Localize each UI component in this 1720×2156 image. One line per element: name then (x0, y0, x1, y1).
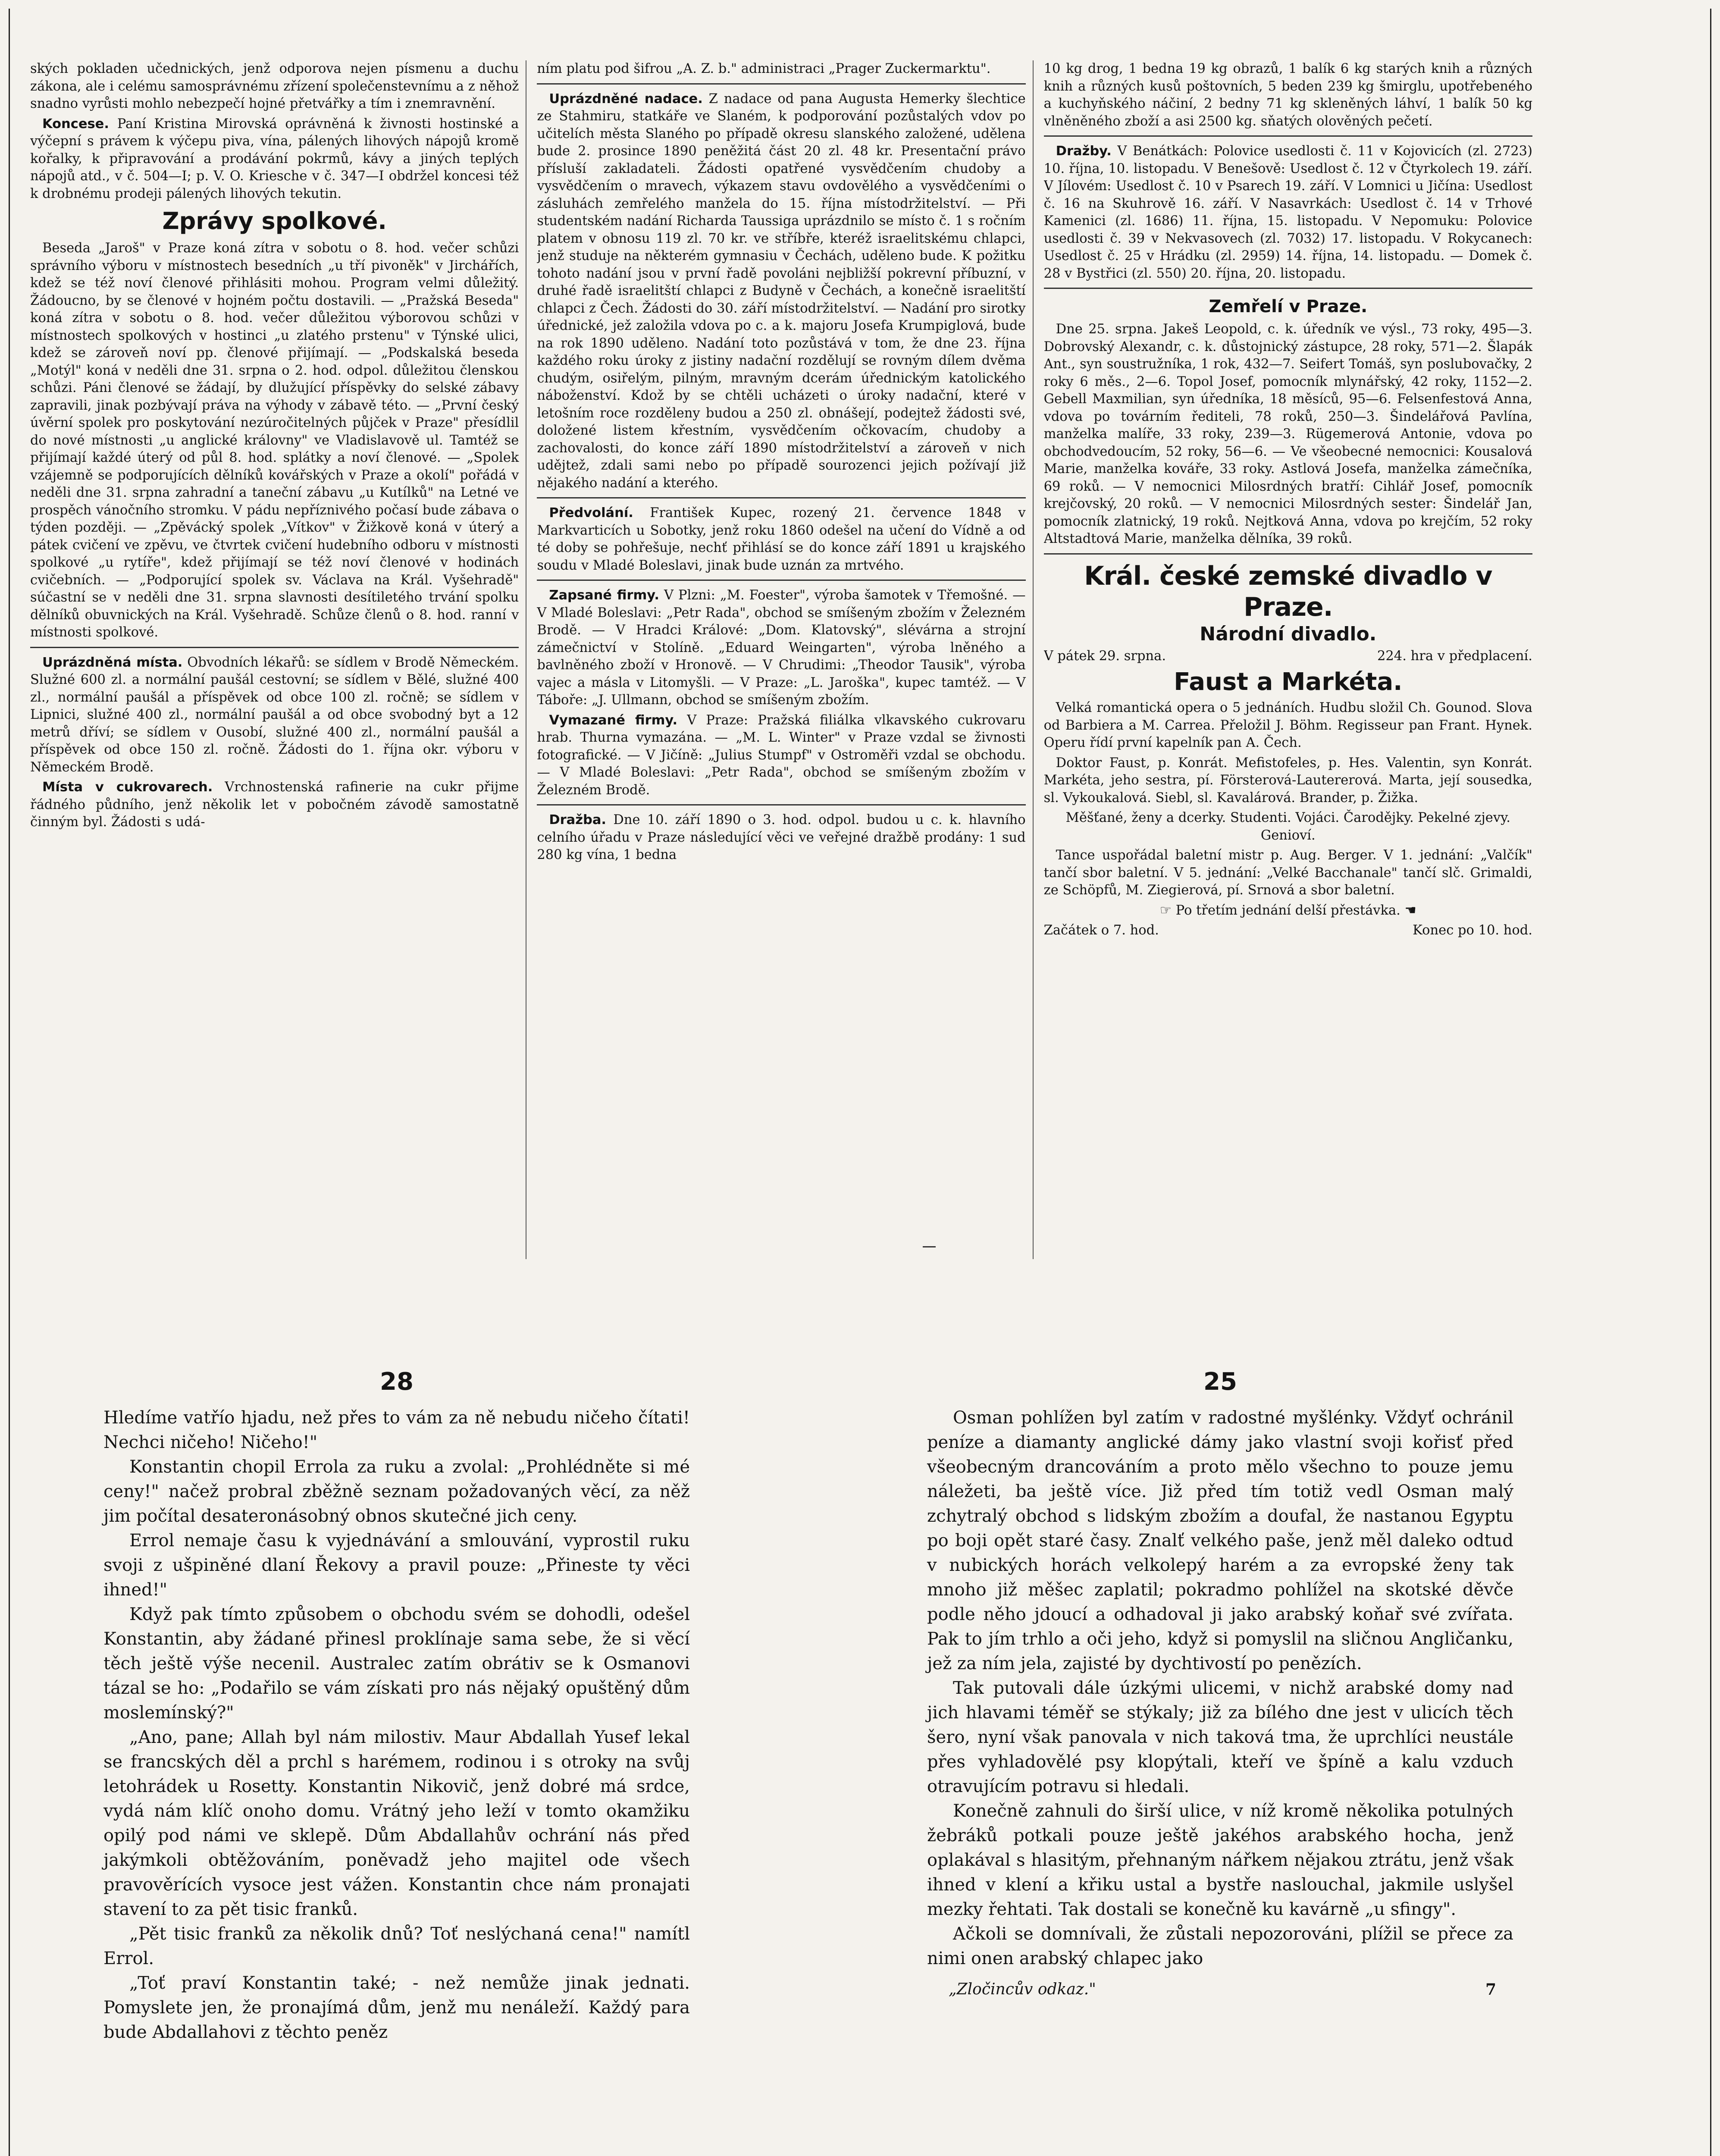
drazby-notice (1044, 143, 1532, 282)
play-times-row (1044, 922, 1532, 940)
play-description: Velká romantická opera o 5 jednáních. Hudbu složil Ch. Gounod. Slova od Barbiera a M. Carrea. Přeložil J. Böhm. Regisseur pan Frant. Hynek. Operu řídí první kapelník pan A. Čech. (1043, 700, 1532, 750)
divider (30, 647, 519, 648)
zemreli-text: Dne 25. srpna. Jakeš Leopold, c. k. úředník ve výsl., 73 roky, 495—3. Dobrovský Alexandr, c. k. důstojnický zástupce, 28 roky, 571—2. Šlapák Ant., syn soustružníka, 1 rok, 432—7. Seifert Tomáš, syn poslubovačky, 2 roky 6 měs., 2—6. Topol Josef, pomocník mlynářský, 42 roky, 1152—2. Gebell Maxmilian, syn úředníka, 18 měsíců, 95—6. Felsenfestová Anna, vdova po továrním řediteli, 78 roků, 250—3. Šindelářová Pavlína, manželka malíře, 33 roky, 239—3. Rügemerová Antonie, vdova po obchodvedoucím, 52 roky, 56—6. — Ve všeobecné nemocnici: Kousalová Marie, manželka kováře, 33 roky. Astlová Josefa, manželka zámečníka, 69 roků. — V nemocnici Milosrdných bratří: Cihlář Josef, pomocník krejčovský, 20 roků. — V nemocnici Milosrdných sester: Šindelář Jan, pomocník zlatnický, 19 roků. Nejtková Anna, vdova po krejčím, 52 roky Altstadtová Marie, manželka dělníka, 39 roků. (1043, 322, 1532, 546)
mista-lead: Uprázdněná místa. (42, 655, 183, 670)
play-cast: Doktor Faust, p. Konrát. Mefistofeles, p. Hes. Valentin, syn Konrát. Markéta, jeho sestra, pí. Försterová-Lautererová. Marta, její sousedka, sl. Vykoukalová. Siebl, sl. Kavalárová. Brander, p. Žižka. (1043, 755, 1532, 805)
koncese-lead: Koncese. (42, 116, 109, 132)
section-heading-zemreli: Zemřelí v Praze. (1209, 297, 1368, 317)
firmy-notice (537, 587, 1025, 709)
vymaz-notice (537, 712, 1025, 799)
drazba-notice (537, 812, 1025, 864)
spolkove-text: Beseda „Jaroš" v Praze koná zítra v sobotu o 8. hod. večer schůzi správního výboru v místnostech besedních „u tří pivoněk" v Jirchářích, kdež se též noví členové přihlásiti mohou. Program velmi důležitý. Žádoucno, by se členové v hojném počtu dostavili. — „Pražská Beseda" koná zítra v sobotu o 8. hod. večer důležitou výborovou schůzi v místnostech spolkových v hostinci „u zlatého prstenu" v Týnské ulici, kdež se zároveň noví pp. členové přijímají. — „Podskalská beseda „Motýl" koná v neděli dne 31. srpna o 2. hod. odpol. důležitou členskou schůzi. Páni členové se žádají, by dlužující příspěvky do selské zábavy zapravili, jinak pozbývají práva na výhody v zábavě této. — „První český úvěrní spolek pro poskytování nezúročitelných půjček v Praze" přesídlil do nové místnosti „u anglické královny" ve Vladislavově ul. Tamtéž se přijímají každé úterý od půl 8. hod. splátky a noví členové. — „Spolek vzájemně se podporujících dělníků kovářských v Praze a okolí" pořádá v neděli dne 31. srpna zahradní a taneční zábavu „u Kutílků" na Letné ve prospěch vánočního stromku. V pádu nepříznivého počasí bude zábava o týden později. — „Zpěvácký spolek „Vítkov" v Žižkově koná v úterý a pátek cvičení ve zpěvu, ve čtvrtek cvičení hudebního odboru v místnosti spolkové „u rytíře", kdež přijímají se též noví členové v hodinách cvičebních. — „Podporující spolek sv. Václava na Král. Vyšehradě" súčastní se v neděli dne 31. srpna slavnosti desítiletého trvání spolku dělníků obuvnických na Král. Vyšehradě. Schůze členů o 8. hod. ranní v místnosti spolkové. (30, 241, 519, 640)
theatre-performance-number: 224. hra v předplacení. (1377, 648, 1532, 664)
mista-notice (30, 654, 519, 777)
play-title: Faust a Markéta. (1174, 668, 1403, 696)
divider (537, 580, 1025, 581)
column-1 (30, 60, 526, 1259)
book-paragraph: Hledíme vatřío hjadu, než přes to vám za ně nebudu ničeho čítati! Nechci ničeho! Ničeho!" (103, 1408, 690, 1452)
firmy-lead: Zapsané firmy. (549, 588, 659, 603)
cukr-text: Vrchnostenská rafinerie na cukr přijme řádného půdníhо, jenž několik let v pobočném závodě samostatně činným byl. Žádosti s udá- (30, 780, 519, 830)
koncese-text: Paní Kristina Mirovská oprávněná k živnosti hostinské a výčepní s právem k výčepu piva, vína, pálených lihových nápojů kromě kořalky, k připravování a prodávání pokrmů, kávy a jiných teplých nápojů atd., v č. 504—I; p. V. O. Kriesche v č. 347—I obdržel koncesi též k drobnému prodeji pálených lihových tekutin. (30, 116, 519, 201)
play-end: Konec po 10. hod. (1413, 923, 1532, 938)
drazby-lead: Dražby. (1056, 144, 1112, 159)
play-dances: Tance uspořádal baletní mistr p. Aug. Berger. V 1. jednání: „Valčík" tančí sbor baletní. V 5. jednání: „Velké Bacchanale" tančí slč. Grimaldi, ze Schöpfů, M. Ziegierová, pí. Srnová a sbor baletní. (1043, 848, 1532, 898)
vymaz-lead: Vymazané firmy. (549, 712, 678, 728)
book-paragraph: Když pak tímto způsobem o obchodu svém se dohodli, odešel Konstantin, aby žádané přinesl proklínaje sama sebe, že si věcí těch ještě výše necenil. Australec zatím obrátiv se k Osmanovi tázal se ho: „Podařilo se vám získati pro nás nějaký opuštěný dům moslemínský?" (103, 1604, 690, 1723)
column-3 (1044, 60, 1539, 1259)
book-paragraph: Tak putovali dále úzkými ulicemi, v nichž arabské domy nad jich hlavami téměř se stýkaly; již za bílého dne jest v ulicích těch šero, nyní však panovala v nich taková tma, že uprchlíci neustále přes vyhladovělé psy klopýtali, kteří ve špíně a kalu vzduch otravujícím potravu si hledali. (927, 1678, 1513, 1796)
page-number: 28 (380, 1368, 414, 1396)
book-paragraph: „Pět tisic franků za několik dnů? Toť neslýchaná cena!" namítl Errol. (103, 1924, 690, 1968)
page-number: 25 (1203, 1368, 1237, 1396)
predvolani-notice (537, 505, 1025, 574)
book-paragraph: Konečně zahnuli do širší ulice, v níž kromě několika potulných žebráků potkali pouze ještě jakéhos arabského hocha, jenž oplakával s hlasitým, přehnaným nářkem nějakou ztrátu, jenž však ihned v klení a křiku ustal a bystře naslouchal, jakmile uslyšel mezky řehtati. Tak dostali se konečně ku kavárně „u sfingy". (927, 1801, 1513, 1919)
book-paragraph: „Ano, pane; Allah byl nám milostiv. Maur Abdallah Yusef lekal se francských děl a prchl s harémem, rodinou i s otroky na svůj letohrádek u Rosetty. Konstantin Nikovič, jenž dobré má srdce, vydá nám klíč onoho domu. Vrátný jeho leží v tomto okamžiku opilý pod námi ve sklepě. Dům Abdallahův ochrání nás před jakýmkoli obtěžováním, poněvadž jeho majitel ode všech pravověrících vysoce jest vážen. Konstantin chce nám pronajati stavení to za pět tisic franků. (103, 1727, 690, 1919)
book-page-left (103, 1367, 690, 2091)
article-continuation: ských pokladen učednických, jenž odporova nejen písmenu a duchu zákona, ale i celému samosprávnému zřízení společenstevnímu a z něhož snadno vyrůsti mohlo nebezpečí hojné přetvářky a tím i znemravnění. (30, 61, 519, 111)
theatre-date: V pátek 29. srpna. (1043, 648, 1166, 664)
article-continuation: ním platu pod šifrou „A. Z. b." administraci „Prager Zuckermarktu". (537, 61, 991, 76)
theatre-title: Král. české zemské divadlo v Praze. (1084, 561, 1492, 622)
page-footer (927, 1979, 1513, 2000)
divider (1044, 553, 1532, 555)
play-start: Začátek o 7. hod. (1043, 923, 1159, 938)
vymaz-text: V Praze: Pražská filiálka vlkavského cukrovaru hrab. Thurna vymazána. — „M. L. Winter" v Praze vzdal se živnosti fotografické. — V Jičíně: „Julius Stumpf" v Ostroměři vzdal se obchodu. — V Mladé Boleslavi: „Petr Rada", obchod se smíšeným zbožím v Železném Brodě. (537, 712, 1026, 798)
cukr-notice (30, 779, 519, 831)
divider (1044, 135, 1532, 137)
firmy-text: V Plzni: „M. Foester", výroba šamotek v Třemošné. — V Mladé Boleslavi: „Petr Rada", obchod se smíšeným zbožím v Železném Brodě. — V Hradci Králové: „Dom. Klatovský", slévárna a strojní zámečnictví v Stolíně. „Eduard Weingarten", výroba lněného a bavlněného zboží v Hronově. — V Chrudimi: „Theodor Tausik", výroba vajec a másla v Litomyšli. — V Praze: „L. Jaroška", kupec tamtéž. — V Táboře: „J. Ullmann, obchod se smíšeným zbožím. (537, 588, 1026, 708)
theatre-date-row (1044, 648, 1532, 665)
nadace-lead: Uprázdněné nadace. (549, 91, 703, 107)
pointing-hand-icon: ☚ (1400, 903, 1416, 918)
nadace-notice (537, 91, 1025, 492)
drazba-lead: Dražba. (549, 812, 607, 827)
nadace-text: Z nadace od pana Augusta Hemerky šlechtice ze Stahmiru, statkáře ve Slaném, k podporování pozůstalých vdov po učitelích města Slaného po případě okresu slanského založené, udělena bude 2. prosince 1890 peněžitá část 20 zl. 48 kr. Presentační právo přísluší zakladateli. Žádosti opatřené vysvědčením chudoby a vysvědčením o mravech, výkazem stavu ovdovělého a vysvědčeními o zásluhách zemřelého manžela do 15. října místodržitelství. — Při studentském nadání Richarda Taussiga uprázdnilo se místo č. 1 s ročním platem v obnosu 119 zl. 70 kr. ve stříbře, kteréž israelitskému chlapci, jenž studuje na některém gymnasiu v Čechách, uděleno bude. K požitku tohoto nadání jsou v první řadě povoláni nejbližší pokrevní příbuzní, v druhé řadě israelitští chlapci z Budyně v Čechách, a konečně israelitští chlapci z Čech. Žádosti do 30. září místodržitelství. — Nadání pro sirotky úřednické, jež založila vdova po c. a k. majoru Josefa Krumpiglová, bude na rok 1890 uděleno. Nadání toto pozůstává v tom, že dne 23. října každého roku úroky z jistiny nadační rozdělují se rovným dílem dvěma chudým, osiřelým, pilným, mravným dcerám úřednickým katolického náboženství. Kdož by se chtěli ucházeti o úroky nadační, které v letošním roce rozděleny budou a 250 zl. obnášejí, podejtež žádosti své, doložené listem křestním, vysvědčením očkovacím, chudoby a zachovalosti, do konce září 1890 místodržitelství a zároveň v nich udějtež, zdali sami nebo po případě sourozenci jejich požívají již nějakého nadání a kterého. (537, 91, 1026, 491)
predvolani-text: František Kupec, rozený 21. července 1848 v Markvarticích u Sobotky, jenž roku 1860 odešel na učení do Vídně a od té doby se pohřešuje, nechť přihlásí se do konce září 1891 u krajského soudu v Mladé Boleslavi, jinak bude uznán za mrtvého. (537, 505, 1026, 573)
footer-title: „Zločincův odkaz." (949, 1981, 1096, 1998)
cukr-lead: Místa v cukrovarech. (42, 780, 213, 795)
play-crowd: Měšťané, ženy a dcerky. Studenti. Vojáci. Čarodějky. Pekelné zjevy. Genioví. (1065, 810, 1510, 843)
divider (537, 497, 1025, 498)
book-paragraph: „Toť praví Konstantin také; - než nemůže jinak jednati. Pomyslete jen, že pronajímá dům, jenž mu nenáleží. Každý para bude Abdallahovi z těchto peněz (103, 1973, 690, 2042)
column-2 (537, 60, 1033, 1259)
pointing-hand-icon: ☞ (1159, 903, 1176, 918)
section-heading-spolkove: Zprávy spolkové. (162, 207, 387, 235)
divider (537, 804, 1025, 805)
footer-number: 7 (1485, 1981, 1496, 1999)
drazba-text: Dne 10. září 1890 o 3. hod. odpol. budou u c. k. hlavního celního úřadu v Praze následující věci ve veřejné dražbě prodány: 1 sud 280 kg vína, 1 bedna (537, 812, 1026, 862)
book-paragraph: Ačkoli se domnívali, že zůstali nepozorováni, plížil se přece za nimi onen arabský chlapec jako (927, 1924, 1513, 1968)
book-paragraph: Errol nemaje času k vyjednávání a smlouvání, vyprostil ruku svoji z ušpiněné dlaní Řekovy a pravil pouze: „Přineste ty věci ihned!" (103, 1531, 690, 1600)
divider (1044, 288, 1532, 289)
article-continuation: 10 kg drog, 1 bedna 19 kg obrazů, 1 balík 6 kg starých knih a různých knih a různých kusů poštovních, 5 beden 239 kg šmirglu, upotřebeného a kuchyňského náčiní, 2 bedny 71 kg skleněných láhví, 1 balík 50 kg vlněněného zboží a asi 2500 kg. sňatých olověných pečetí. (1043, 61, 1532, 129)
book-page-right (927, 1367, 1513, 2091)
book-paragraph: Osman pohlížen byl zatím v radostné myšlénky. Vždyť ochránil peníze a diamanty anglické dámy jako vlastní svoji kořisť před všeobecným drancováním a proto mělo všechno to pouze jemu náležeti, ba ještě více. Již před tím totiž vedl Osman malý zchytralý obchod s lidským zbožím a doufal, že nastanou Egyptu po boji opět staré časy. Znalť velkého paše, jenž měl daleko odtud v nubických horách velkolepý harém a za evropské ženy tak mnoho již měšec zaplatil; pokradmo pohlížel na skotské děvče podle něho jdoucí a odhadoval ji jako arabský koňař své zvířata. Pak to jím trhlo a oči jeho, když si pomyslil na sličnou Angličanku, jež za ním jela, zajisté by dychtivostí po penězích. (927, 1408, 1513, 1673)
mista-text: Obvodních lékařů: se sídlem v Brodě Německém. Služné 600 zl. a normální paušál cestovní; se sídlem v Bělé, služné 400 zl., normální paušál a příspěvek od obce 100 zl. ročně; se sídlem v Lipnici, služné 400 zl., normální paušál a od obce svobodný byt a 12 metrů dříví; se sídlem v Ousobí, služné 400 zl., normální paušál a příspěvek od obce 150 zl. ročně. Žádosti do 1. října okr. výboru v Německém Brodě. (30, 655, 519, 775)
koncese-notice (30, 116, 519, 203)
drazby-text: V Benátkách: Polovice usedlosti č. 11 v Kojovicích (zl. 2723) 10. října, 10. listopadu. V Benešově: Usedlost č. 12 v Čtyrkolech 19. září. V Jílovém: Usedlost č. 10 v Psarech 19. září. V Lomnici u Jičína: Usedlost č. 16 na Skuhrově 16. září. V Nasavrkách: Usedlost č. 14 v Trhové Kamenici (zl. 1686) 11. října, 15. listopadu. V Nepomuku: Polovice usedlosti č. 39 v Nekvasovech (zl. 7032) 17. listopadu. V Rokycanech: Usedlost č. 25 v Hrádku (zl. 2959) 14. října, 14. listopadu. — Domek č. 28 v Bystřici (zl. 550) 20. října, 20. listopadu. (1043, 144, 1532, 281)
book-paragraph: Konstantin chopil Errola za ruku a zvolal: „Prohlédněte si mé ceny!" načež probral zběžně seznam požadovaných věcí, za něž jim počítal desateronásobný obnos skutečné jich ceny. (103, 1457, 690, 1526)
predvolani-lead: Předvolání. (549, 505, 633, 520)
divider-mark (923, 1246, 936, 1247)
play-intermission: ☞ Po třetím jednání delší přestávka. ☚ (1159, 903, 1416, 918)
divider (537, 83, 1025, 85)
newspaper-section (30, 60, 1539, 1259)
theatre-subtitle: Národní divadlo. (1200, 623, 1377, 645)
